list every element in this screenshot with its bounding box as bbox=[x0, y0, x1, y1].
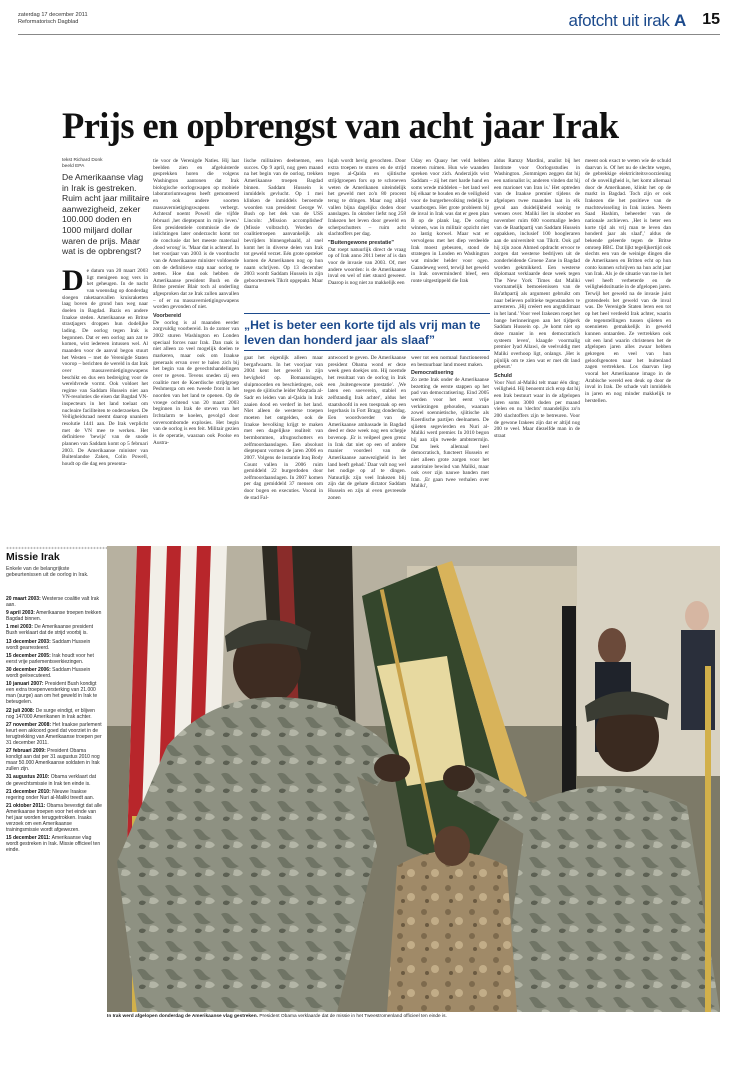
section-title-light: afotcht uit irak bbox=[568, 11, 670, 30]
column-2b-text: De oorlog is al maanden eerder zorgvuldig voorbereid. In de zomer van 2002 sturen Washington en Londen speciaal forces naar Irak. Dan raak is niet alleen zo veel mogelijk doelen te markeren, maar ook om Iraakse generaals ervan over te halen zich bij het begin van de gevechtshandelingen over te geven. Tevens sneden zij een coalitie met de Koerdische strijdgroep Peshmerga om een tweede front in het noorden van het land te openen. Op de vroege ochtend van 20 maart 2003 beginnen in Irak de steven van het Irchtalarm te koelen, gevolgd door ooversombomde explosies. Het begin van de oorlog is een feit. Militair gezien is de operatie, waaraan ook Poolse en Austra- bbox=[153, 319, 239, 446]
timeline-date: 9 april 2003: bbox=[6, 610, 35, 617]
column-3b-text: gaat het eigenlijk alleen maar bergafwaarts. In het voorjaar van 2004 kent het geweld in zijn hevigheid op. Bomaanslagen, sluipmoorden en beschietingen, ook tegen de sjiitische leider Moqtada al-Sadr en leiden van al-Qaida in Irak zaaien dood en verderf in het land. Niet alleen de westerse troepen moeten het ontgelden, ook de Iraakse bevolking krijgt te maken met een dagelijkse realiteit van bermbommen, afrugnschotters en zelfmoordaanslagen. Een absoluut dieptepunt vormen de jaren 2006 en 2007. Volgens de instantie Iraq Body Count vallen in 2006 ruim gemiddeld 22 burgerdoden door zelfmoordaanslagen. In 2007 komen per dag gemiddeld 37 mensen om door bogen en executies. Vooral in de stad Fal- bbox=[244, 355, 323, 501]
timeline-date: 21 oktober 2011: bbox=[6, 802, 46, 809]
timeline-list bbox=[6, 596, 102, 856]
article-column-3-bottom bbox=[244, 355, 323, 542]
dropcap: D bbox=[62, 268, 84, 297]
timeline-item bbox=[6, 653, 102, 665]
flag-ceremony-illustration bbox=[107, 546, 720, 1012]
timeline-item bbox=[6, 789, 102, 801]
timeline-item bbox=[6, 667, 102, 679]
column-3-text: lische militairen deelnemen, een succes. Op 9 april, nog geen maand na het begin van de oorlog, trekken Amerikaanse troepen Bagdad binnen. Saddam Hussein is inmiddels gevlucht. Op 1 mei klinken de inmiddels beroemde woorden van president George W. Bush op het dek van de USS Lincoln: ,Mission accomplished' (Missie volbracht). Worden de coalitietroepen aanvankelijk als bevrijders binnengehaald, al snel komt het in diverse delen van Irak tot geweld verzet. Eén grote opsteker komen de Amerikanen nog op hun naam schrijven. Op 13 december 2003 wordt Saddam Hussein in zijn geboortestreek Tikrit opgepakt. Maar daarna bbox=[244, 158, 323, 291]
page-number: 15 bbox=[702, 11, 720, 28]
timeline-item bbox=[6, 774, 102, 786]
timeline-title: Missie Irak bbox=[6, 551, 60, 563]
headline: Prijs en opbrengst van acht jaar Irak bbox=[62, 105, 619, 146]
timeline-item bbox=[6, 803, 102, 833]
timeline-text: Het Iraakse parlement keurt een akkoord goed dat voorziet in de terugtrekking van Amerikaanse troepen per 31 december 2011. bbox=[6, 721, 102, 746]
quote-rule-top bbox=[244, 313, 490, 314]
section-title bbox=[569, 11, 686, 31]
issue-date: zaterdag 17 december 2011 bbox=[18, 12, 88, 18]
column-6b-text: Zo zette Irak onder de Amerikaanse bezetting de eerste stappen op het pad van democratisering. Eind 2005 werden voor het eerst vrije verkiezingen gehouden, waaraan zowel soennietische, sjiitische als Koerdische partijen deelnamen. De sjiieten segevierden en Nuri al-Maliki werd premier. In 2010 begon hij aan zijn tweede ambtstermijn. Dat leek allemaal heel democratisch, functeert Hussein er niet alleen grote zorgen voor het autoritaire bewind van Maliki, maar ook over zijn nauwe banden met Iran. ,Er gaan twee verhalen over Maliki', bbox=[411, 376, 489, 490]
caption-bold: In Irak werd afgelopen donderdag de Amerikaanse vlag gestreken. bbox=[107, 1014, 258, 1019]
article-column-4-top bbox=[328, 158, 406, 308]
quote-rule-bottom bbox=[244, 350, 490, 351]
timeline-item bbox=[6, 835, 102, 853]
timeline-intro: Enkele van de belangrijkste gebeurtenissen uit de oorlog in Irak. bbox=[6, 566, 89, 579]
article-column-2 bbox=[153, 158, 239, 542]
column-7b-text: Voor Nuri al-Maliki telt maar één ding: veiligheid. Hij benoemt zich erop dat hij een Irak bestuurt waar in de afgelopen jaren soms 3000 doden per maand vielen en nu 'slechts' maandelijks zo'n 200 slachtoffers zijn te betreuren. Voor de gewone Irakees zijn dat er altijd nog 200 te veel. Maar diezelfde man in de straat bbox=[494, 379, 580, 439]
timeline-text: Irak houdt voor het eerst vrije parlementsverkiezingen. bbox=[6, 652, 94, 665]
issue-date-block bbox=[18, 12, 88, 26]
paper-name: Reformatorisch Dagblad bbox=[18, 19, 79, 25]
article-column-4-bottom bbox=[328, 355, 406, 542]
article-column-3-top bbox=[244, 158, 323, 308]
byline-author: tekst Richard Donk bbox=[62, 158, 103, 163]
caption-rest: President Obama verklaarde dat de missie in het Tweestromenland officieel ten einde is. bbox=[257, 1014, 447, 1019]
timeline-text: Westerse coalitie valt Irak aan. bbox=[6, 596, 100, 609]
article-column-1 bbox=[62, 268, 148, 542]
timeline-item bbox=[6, 610, 102, 622]
timeline-date: 13 december 2003: bbox=[6, 638, 51, 645]
timeline-text: De Amerikaanse president Bush verklaart dat de strijd voorbij is. bbox=[6, 624, 94, 637]
timeline-date: 21 december 2010: bbox=[6, 788, 51, 795]
timeline-date: 31 augustus 2010: bbox=[6, 774, 50, 781]
news-photo bbox=[107, 546, 720, 1012]
timeline-item bbox=[6, 708, 102, 720]
timeline-text: Obama verklaart dat de gevechtsmissie in Irak ten einde is. bbox=[6, 774, 97, 787]
timeline-date: 27 februari 2009: bbox=[6, 748, 46, 755]
header-rule bbox=[18, 34, 720, 35]
column-5-text: Uday en Quasy het veld hebben moeten ruimen. Hun wie waanden spreken voor zich. Anderzijds wist Saddam – zij het met harde hand en soms wrede middelen – het land wel bij elkaar te houden en de veiligheid voor de burgerbevolking redelijk te waarborgen. Het grote probleem bij de inval in Irak was dat er geen plan B op de plank lag. De oorlog winnen, was in militair opzicht niet zo lastig korwel. Maar wat er vervolgens met het diep verdeelde Irak moest gebeuren, stond de strategen in Londen en Washington wat minder helder voor ogen. Gaandeweg werd, terwijl het geweld in Irak onverminderd bleef, een ronte uitgestippeld die Irak bbox=[411, 158, 489, 284]
article-column-7 bbox=[585, 158, 671, 542]
timeline-date: 15 december 2005: bbox=[6, 652, 51, 659]
column-4-text: lujah wordt hevig gevochten. Door extra troepen te sturen en de strijd tegen al-Qaida en sjiitische strijdgroepen fors op te schroeven weten de Amerikanen uiteindelijk het geweld met zo'n 80 procent terug te dringen. Maar nog altijd vallen bijna dagelijks doden door aanslagen. In oktober liefst nog 258 Irakezen het leven door geweld en scherpschutters – ruim acht slachtoffers per dag. bbox=[328, 158, 406, 238]
subheading-buitengewone: "Buitengewone prestatie" bbox=[328, 239, 394, 246]
timeline-text: President Obama kondigt aan dat per 31 augustus 2010 nog maar 50.000 Amerikaanse soldaten in Irak zullen zijn. bbox=[6, 748, 100, 773]
timeline-item bbox=[6, 639, 102, 651]
column-6-text: weer tot een normaal functionerend en bestuurbaar land moest maken. bbox=[411, 355, 489, 368]
timeline-text: De surge eindigt, er blijven nog 147000 Amerikanen in Irak achter. bbox=[6, 707, 95, 720]
timeline-date: 1 mei 2003: bbox=[6, 624, 33, 631]
timeline-date: 20 maart 2003: bbox=[6, 596, 41, 602]
timeline-text: Obama bevestigt dat alle Amerikaanse troepen voor het einde van het jaar worden teruggetrokken. Iraaks verzoek om een Amerikaanse trainingsmissie wordt afgewezen. bbox=[6, 802, 102, 834]
column-4b-text: Dat roept natuurlijk direct de vraag op of Irak anno 2011 beter af is dan voor de invasie van 2003. Of, met andere woorden: is de Amerikaanse inval en wel of niet stuurd geweest. Daarop is nog niet zo makkelijk een bbox=[328, 246, 406, 286]
timeline-item bbox=[6, 681, 102, 705]
timeline-date: 10 januari 2007: bbox=[6, 681, 44, 688]
timeline-date: 22 juli 2008: bbox=[6, 707, 35, 714]
subheading-schuld: Schuld bbox=[494, 373, 512, 379]
article-column-5-bottom bbox=[411, 355, 489, 542]
photo-caption bbox=[107, 1014, 720, 1019]
column-5b-text: antwoord te geven. De Amerikaanse president Obama wond er deze week geen doekjes om. Hij noemde het resultaat van de oorlog in Irak een ,buitengewone prestatie'. ,We laten een soeverein, stabiel en zelfstandig Irak achter', aldus het staatshoofd in een toespraak op een legerbasis in Fort Bragg donderdag. Een woordvoerder van de Amerikaanse ambassade in Bagdad deed er deze week nog een schepje bovenop. ,Er is veilpeel geen grenz in Irak dat niet op een of andere manier voordeel van de Amerikaanse aanwezigheid in het land heeft gehad.' Daar valt nog wel het nodige op af te dingen. Natuurlijk zijn veel Irakezen blij zijn dat de gehate dictator Saddam Hussein en zijn al even gevreesde zonen bbox=[328, 355, 406, 501]
timeline-item bbox=[6, 624, 102, 636]
timeline-date: 30 december 2006: bbox=[6, 666, 51, 673]
timeline-date: 27 november 2008: bbox=[6, 721, 52, 728]
section-title-bold: A bbox=[674, 11, 686, 30]
lead-paragraph: De Amerikaanse vlag in Irak is gestreken. Ruim acht jaar militaire aanwezigheid, zeker 100.000 doden en 1000 miljard dollar waren de prijs. Maar wat is de opbrengst? bbox=[62, 172, 150, 257]
timeline-text: President Bush kondigt een extra troepenversterking van 21.000 man (surge) aan om het geweld in Irak te beteugelen. bbox=[6, 681, 98, 706]
timeline-item bbox=[6, 596, 102, 608]
timeline-item bbox=[6, 748, 102, 772]
subheading-voorbereid: Voorbereid bbox=[153, 313, 182, 320]
byline-photo: beeld EPA bbox=[62, 164, 85, 169]
timeline-text: Saddam Hussein wordt gearresteerd. bbox=[6, 638, 91, 651]
article-column-6 bbox=[494, 158, 580, 542]
article-column-5-top bbox=[411, 158, 489, 308]
subheading-democratisering: Democratisering bbox=[411, 370, 454, 377]
timeline-text: Amerikaanse vlag wordt gestreken in Irak. Missie officieel ten einde. bbox=[6, 835, 101, 854]
column-2-text: tie voor de Verenigde Naties. Hij laat beelden zien en afgeluisterde gesprekken horen die volgens Washington aantonen dat Irak biologische oorlogswapen op mobiele laboratoriumwagens heeft gemonteerd en ook andere soorten massavernietigingswapens verbergt. Achteraf noemt Powell die vijfde februari ,het dieptepunt in mijn leven.' Een presidentiele commissie die de inlichtingen later onderzocht komt tot de conclusie dat het meeste materiaal ,dood wrong' is. 'Maar dat is achteraf. In het voorjaar van 2003 is de voordracht van de Amerikaanse minister voldoende om de definitieve stap naar oorlog te zetten. Hoe dan ook hebben de Amerikaanse president Bush en de Britse premier Blair toch al onderling afgesproken dat ze Irak zullen aanvallen – of er nu massavernietigingswapens worden gevonden of niet. bbox=[153, 158, 239, 311]
timeline-text: Nieuwe Iraakse regering onder Nuri al-Maliki treedt aan. bbox=[6, 788, 95, 801]
column-1-text: e datum van 20 maart 2003 ligt menigeen nog vers in het geheugen. In de nacht van woensdag op donderdag sloegen raketaanvallen kruisraketten laag boven de grond hun weg naar doelen in Bagdad. Bazis en andere Iraakse steden. Amerikaanse en Britse strastjagers droppen hun dodelijke lading. De oorlog tegen Irak is begonnen. Dat er een oorlog aan zat te komen, wist iedereen intussen wel. Al maanden voor de aanval begon stuurt het Westen – met de Verenigde Staten voorop – berichten de wereld in dat Irak over massavernietigingswapens beschikt en dus een bedreiging voor de wereldvrede vormt. Ook voldoet het regime van Saddam Hussein niet aan VN-resoluties die eisen dat Bagdad VN-inspecteurs in het land toelaat om nucleaire faciliteiten te onderzoeken. De Veiligheidsraad neemt daarop unaniem resolutie 1441 aan. De Irak verplicht met de VN mee te werken. Het definitieve 'bewijs' van de snode plannen van Saddam komt op 5 februari 2003. De Amerikaanse minister van Buitenlandse Zaken, Colin Powell, houdt op die dag een presenta- bbox=[62, 268, 148, 468]
byline bbox=[62, 158, 148, 170]
timeline-date: 15 december 2011: bbox=[6, 835, 51, 842]
timeline-text: Saddam Hussein wordt geëxecuteerd. bbox=[6, 666, 91, 680]
timeline-item bbox=[6, 722, 102, 746]
column-7-text: aldus Ramzy Mardini, analist bij het Institute voor Oorlogsstudies in Washington. ,Sommigen zeggen dat hij een nationalist is; anderen vinden dat hij een marionet van Iran is.' Het optreden van de Iraakse premier tijdens de afgelopen twee maanden laat in elk geval aan duidelijkheid weinig te wensen over. Maliki liet in oktober en november ruim 600 voormalige leden van de Baathpartij van Saddam Hussein oppakken, inclusief 100 hoogleraren aan de universiteit van Tikrit. Ook gaf hij zijn zoon Ahmed opdracht ervoor te zorgen dat westerse bedrijven uit de zonderleidende Groene Zone in Bagdad worden gekmikkerd. Een westerse diplomaat verklaarde deze week tegen The New York Times dat Maliki voornamelijk bemoeienissen van de Ba'athpartij als argument gebruikt om naar believen politieke tegenstanders te arresteren. ,Hij creëert een angstklimaat in het land.' Voor veel Irakezen roept het bange herinneringen aan het tijdperk Saddam Hussein op. ,Je komt niet op deze manier in een democratisch systeem leven', klaagde voormalig premier Iyad Allawi, de veelvuldig met Maliki overhoop ligt, onlangs. ,Het is pijnlijk om te zien wat er met dit land gebeurt.' bbox=[494, 158, 580, 371]
pull-quote: „Het is beter een korte tijd als vrij man te leven dan honderd jaar als slaaf” bbox=[244, 318, 481, 347]
timeline-text: Amerikaanse troepen trekken Bagdad binnen. bbox=[6, 610, 102, 623]
column-8-text: meent ook exact te weten wie de schuld daarvan is. Of het nu de slechte wegen, de gebrekkige elektriciteitsvoorziening of de onveiligheid is, het komt allemaal door de Amerikanen, klinkt het op de markt in Bagdad. Toch zijn er ook Irakezen die het positieve van de machtswisseling in Irak inzien. Neem Saad Hashim, beheerder van de nationale archieven. ,Het is beter een korte tijd als vrij man te leven dan honderd jaar als slaaf',' aldus de bekende geleerde tegen de Britse omroep BBC. Dat lijkt tegelijkertijd ook slechts een van de weinige dingen die de Amerikanen en Britten echt op hun conto kunnen schrijven na hun acht jaar van Irak. Als je de situatie van toe in het veel heeft verbeterde en de veiligheidssituatie in de afgelopen jaren. Terwijl het geweld na de invasie juist grotendeels het geweld van de inval was. De Verenigde Staten leren een tot op het heel verdeeld Irak achter, waarin de tegenstellingen tussen sjiieten en soennieten gemakkelijk in geweld kunnen ontaarden. Ze vertrekken ook uit een land waarin christenen het de afgelopen jaren alles zwaar hebben gekregen en veel van hun geloofsgenoten naar het buitenland zagen vertrekken. Los daarvan liep vooral het Amerikaanse imago in de Arabische wereld een deuk op door de inval in Irak. De schade valt inmiddels in jaren en nog minder makkelijk te herstellen. bbox=[585, 158, 671, 404]
